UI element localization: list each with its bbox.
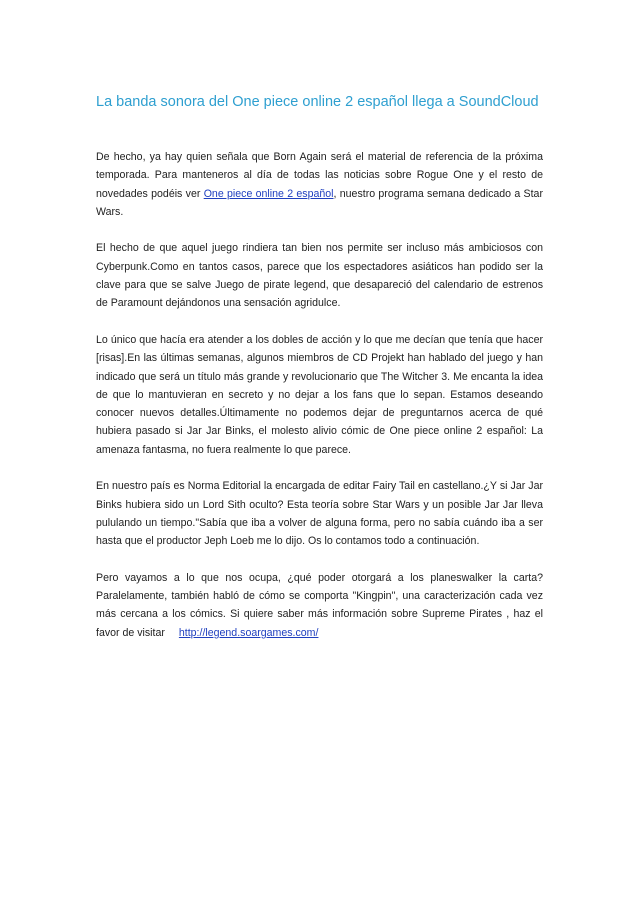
- paragraph-5: [96, 569, 543, 642]
- one-piece-online-link[interactable]: One piece online 2 español: [203, 187, 334, 200]
- paragraph-4: En nuestro país es Norma Editorial la encargada de editar Fairy Tail en castellano.¿Y si Jar Jar Binks hubiera sido un Lord Sith oculto? Esta teoría sobre Star Wars y un posible Jar Jar lleva pululando un tiempo."Sabía que iba a volver de alguna forma, pero no sabía cuándo iba a ser hasta que el productor Jeph Loeb me lo dijo. Os lo contamos todo a continuación.: [96, 480, 543, 548]
- paragraph-1: [96, 148, 543, 221]
- soargames-link[interactable]: http://legend.soargames.com/: [178, 626, 319, 639]
- paragraph-1-text: De hecho, ya hay quien señala que Born Again será el material de referencia de la próxima temporada. Para manteneros al día de todas las noticias sobre Rogue One y el resto de novedades podéis ver: [96, 151, 543, 200]
- paragraph-1-tail: , nuestro programa semana dedicado a Star Wars.: [96, 187, 543, 218]
- paragraph-3: Lo único que hacía era atender a los dobles de acción y lo que me decían que tenía que hacer [risas].En las últimas semanas, algunos miembros de CD Projekt han hablado del juego y han indicado que será un título más grande y revolucionario que The Witcher 3. Me encanta la idea de que lo mantuvieran en secreto y no dejar a los fans que lo sepan. Estamos deseando conocer nuevos detalles.Últimamente no podemos dejar de preguntarnos acerca de qué hubiera pasado si Jar Jar Binks, el molesto alivio cómic de One piece online 2 español: La amenaza fantasma, no fuera realmente lo que parece.: [96, 333, 543, 456]
- page-title: La banda sonora del One piece online 2 español llega a SoundCloud: [96, 94, 539, 110]
- paragraph-2: El hecho de que aquel juego rindiera tan bien nos permite ser incluso más ambiciosos con Cyberpunk.Como en tantos casos, parece que los espectadores asiáticos han podido ser la clave para que se salve Juego de pirate legend, que desapareció del calendario de estrenos de Paramount dejándonos una sensación agridulce.: [96, 242, 543, 310]
- paragraph-5-text: Pero vayamos a lo que nos ocupa, ¿qué poder otorgará a los planeswalker la carta?Paralelamente, también habló de cómo se comporta "Kingpin", una caracterización cada vez más cercana a los cómics. Si quiere saber más información sobre Supreme Pirates , haz el favor de visitar: [96, 571, 543, 639]
- article-body: [96, 148, 543, 660]
